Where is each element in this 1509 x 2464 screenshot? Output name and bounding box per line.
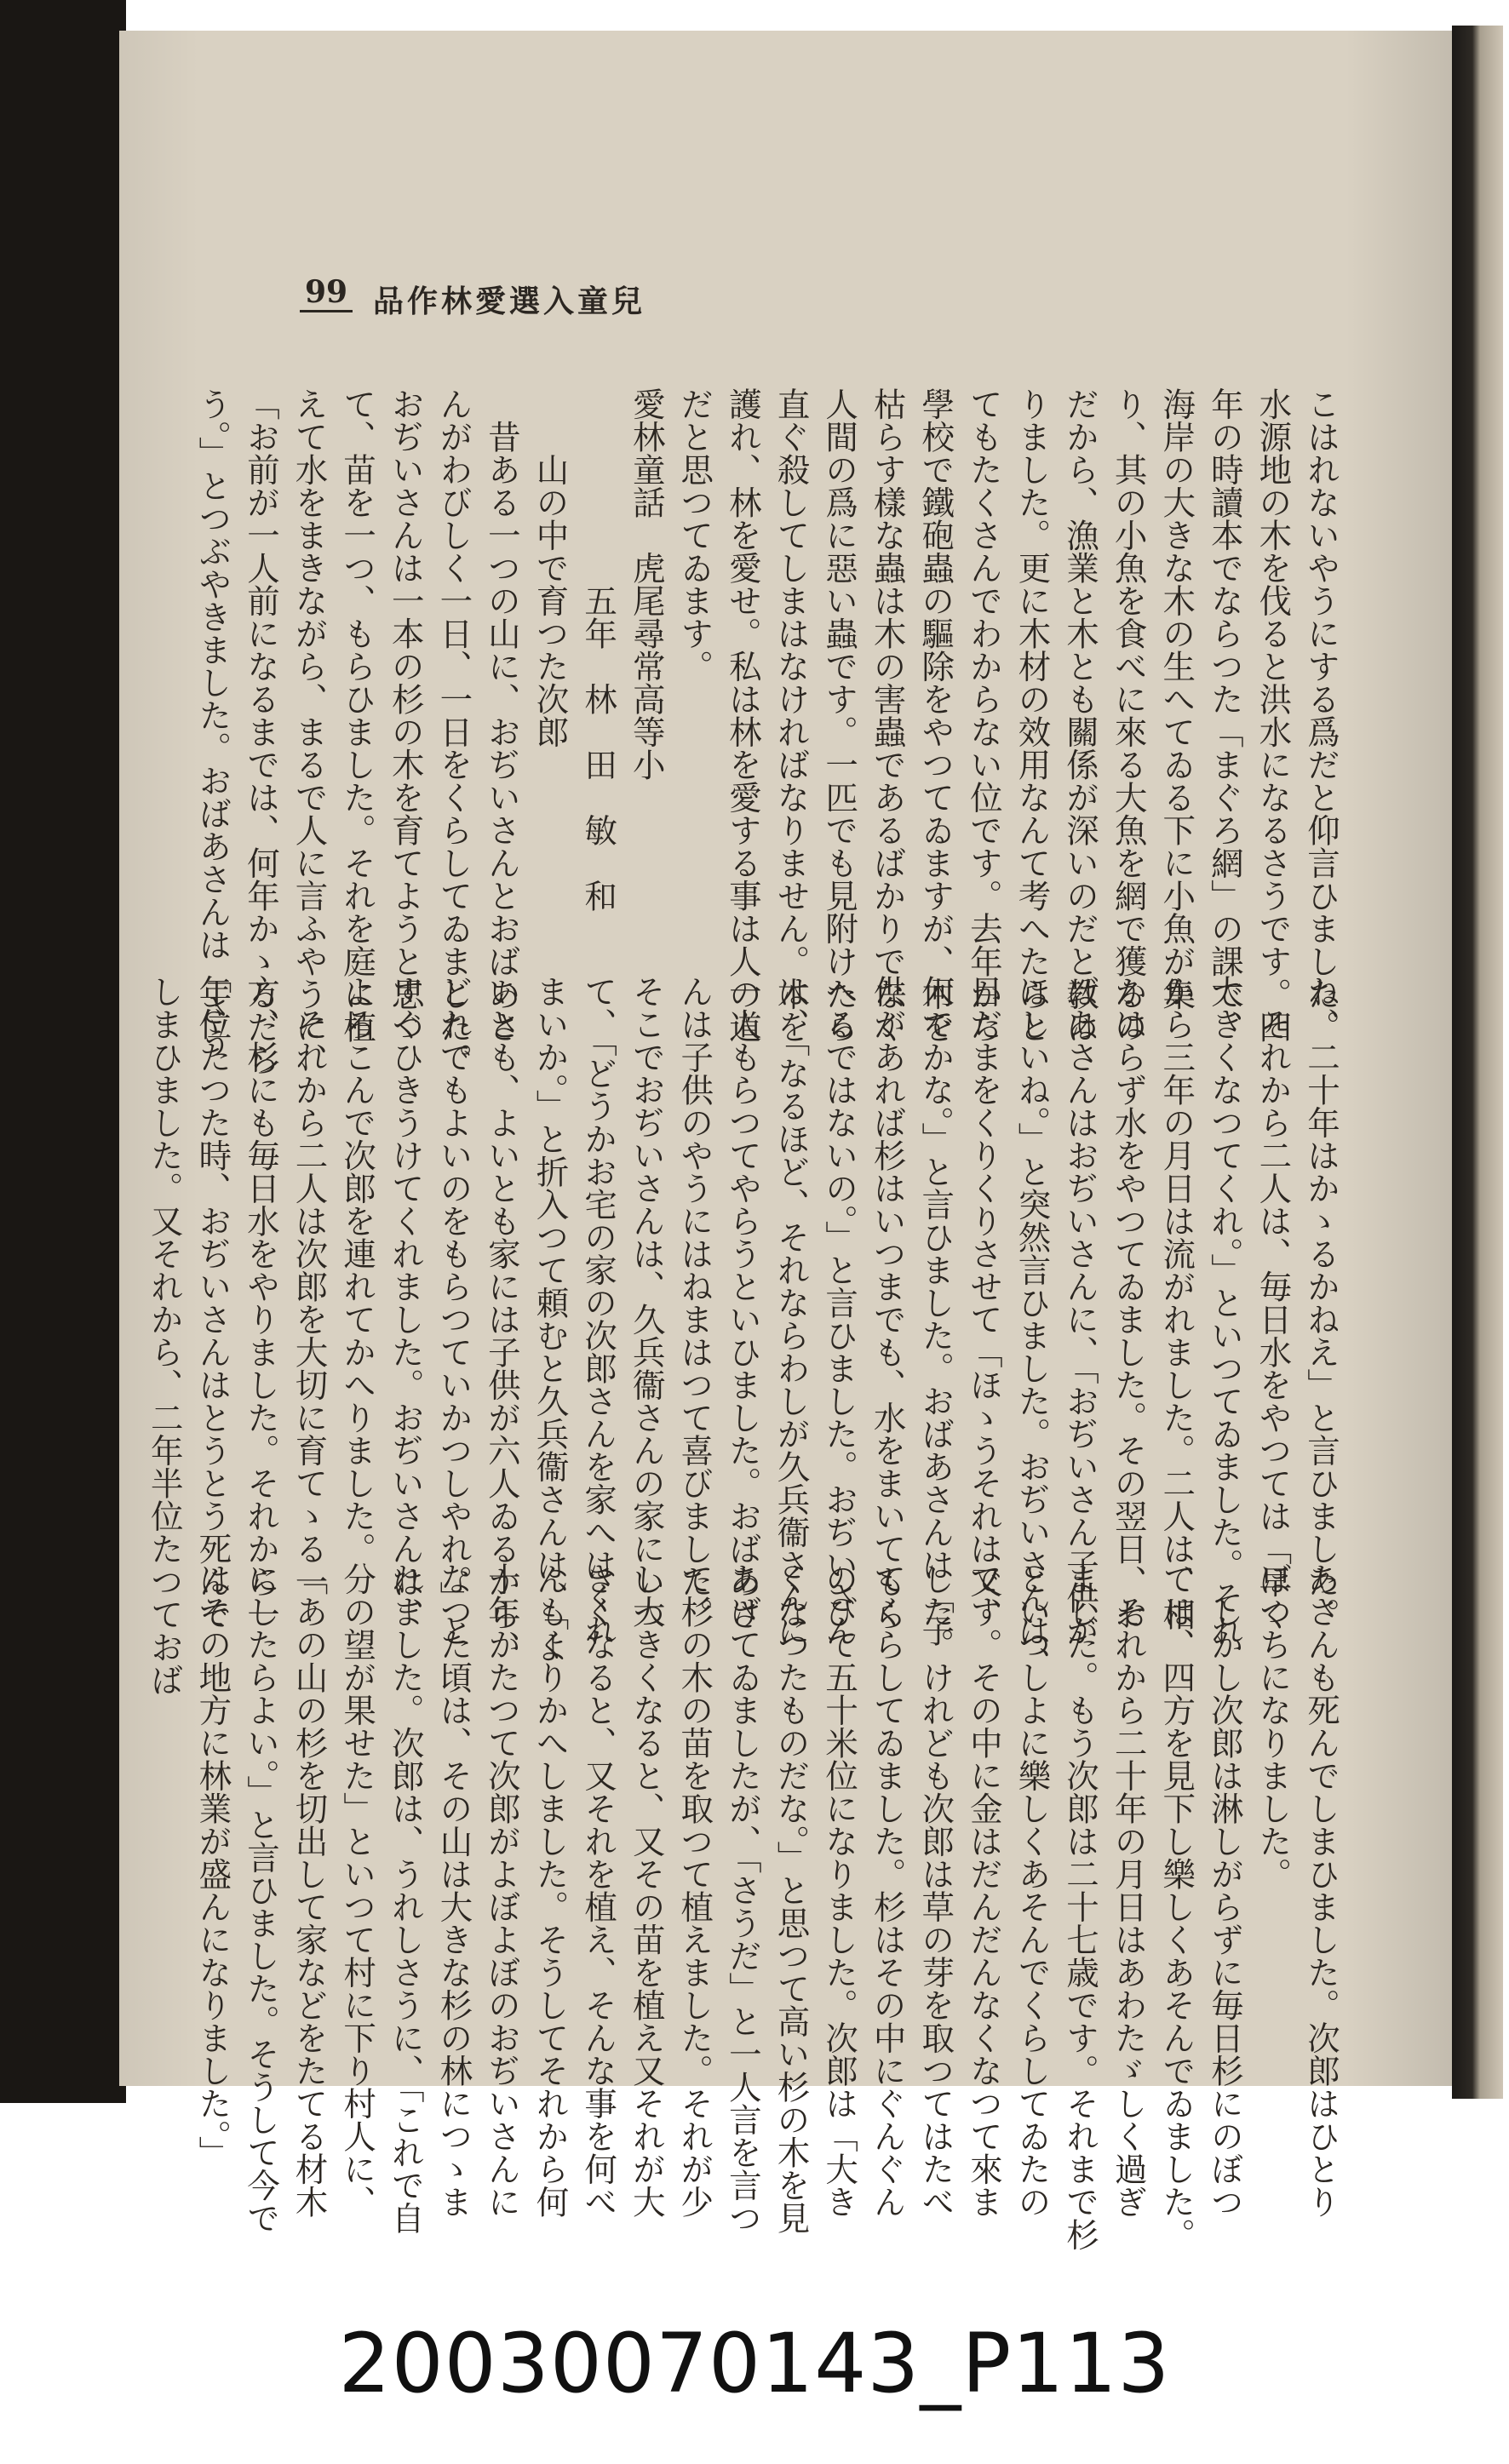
text-column: 護れ、林を愛せ。私は林を愛する事は人の道 <box>723 387 762 1043</box>
text-column: あさんも死んでしまひました。次郎はひとり <box>1302 1562 1340 2218</box>
text-column: ね、二十年はかゝるかねえ」と言ひました。 <box>1302 975 1340 1630</box>
text-column: いとも、よいとも家には子供が六人ゐるから、 <box>482 975 521 1664</box>
text-column: ばあさんはおぢいさんに、「おぢいさん子供が <box>1061 975 1100 1647</box>
text-column: はその地方に林業が盛んになりました。」 <box>193 1562 232 2169</box>
text-column: 大きくなつてくれ。」といつてゐました。それ <box>1205 975 1244 1647</box>
text-column: 分の望が果せた」といつて村に下り村人に、 <box>338 1562 377 2218</box>
text-column: だから、漁業と木とも關係が深いのだと教は <box>1061 387 1100 1043</box>
text-block-middle <box>140 975 1345 1696</box>
text-column: 枯らす樣な蟲は木の害蟲であるばかりでなく <box>868 387 907 1043</box>
text-column: といつしよに樂しくあそんでくらしてゐたの <box>1013 1562 1052 2218</box>
running-header-title: 兒童入選愛林作品 <box>373 284 646 319</box>
text-column: 一人もらつてやらうといひました。おばあさ <box>723 975 762 1630</box>
text-column: ました。もう次郎は二十七歳です。それまで杉 <box>1061 1562 1100 2251</box>
text-column: れました。次郎は、うれしさうに、「これで自 <box>386 1562 425 2235</box>
text-column: しまひました。又それから、二年半位たつておば <box>145 975 184 1696</box>
image-id-label: 20030070143_P113 <box>338 2316 1171 2411</box>
text-column: んがわびしく一日、一日をくらしてゐました。 <box>434 387 473 1076</box>
text-block-top <box>188 387 1345 1076</box>
page-number: 99 <box>300 274 353 312</box>
text-column: 「お前が一人前になるまでは、何年かゝるだら <box>241 387 280 1076</box>
text-column: て、「どうかお宅の家の次郎さんを家へはくれ <box>579 975 618 1647</box>
text-column: した。けれども次郎は草の芽を取つてはたべ <box>916 1562 955 2218</box>
text-column: りました。更に木材の效用なんて考へたらと <box>1013 387 1052 1043</box>
adjacent-page-edge <box>1452 26 1503 2099</box>
text-column: てくらしてゐました。杉はその中にぐんぐん <box>868 1562 907 2218</box>
text-column: 十年かたつて次郎がよぼよぼのおぢいさんに <box>482 1562 521 2218</box>
text-column: かはらず水をやつてゐました。その翌日、お <box>1109 975 1148 1630</box>
text-column: きくなると、又それを植え、そんな事を何べ <box>579 1562 618 2218</box>
text-column: 愛林童話 虎尾尋常高等小 <box>627 387 666 781</box>
text-column: ては、四方を見下し樂しくあそんでゐました。 <box>1157 1562 1196 2251</box>
text-column: それから二人は次郎を大切に育てゝる一 <box>290 975 329 1598</box>
text-column: 海岸の大きな木の生へてゐる下に小魚が集 <box>1157 387 1196 1011</box>
text-column: すぐひきうけてくれました。おぢいさんは、 <box>386 975 425 1630</box>
text-column: それから二人は、毎日水をやつては「早く <box>1254 975 1293 1630</box>
text-column: んもくりかへしました。そうしてそれから何 <box>531 1562 570 2218</box>
text-column: てもたくさんでわからない位です。去年から <box>964 387 1003 1043</box>
text-column: 五年 林 田 敏 和 <box>579 387 618 912</box>
text-column: て、苗を一つ、もらひました。それを庭に植 <box>338 387 377 1043</box>
text-column: 水源地の木を伐ると洪水になるさうです。四 <box>1254 387 1293 1043</box>
text-column: 直ぐ殺してしまはなければなりません。木を <box>772 387 811 1043</box>
text-column: 學校で鐵砲蟲の驅除をやつてゐますが、木を <box>916 387 955 1043</box>
text-column: えて水をまきながら、まるで人に言ふやうに、 <box>290 387 329 1076</box>
text-column: 人間の爲に惡い蟲です。一匹でも見附けたら <box>820 387 859 1043</box>
text-column: て杉の木の苗を取つて植えました。それが少 <box>675 1562 714 2218</box>
text-column: 山の中で育つた次郎 <box>531 387 570 748</box>
text-column: まいか。」と折入つて頼むと久兵衞さんは、「よ <box>531 975 570 1664</box>
text-column: あげてゐましたが、「さうだ」と一人言を言つ <box>723 1562 762 2235</box>
text-column: なつた頃は、その山は大きな杉の林につゝま <box>434 1562 473 2218</box>
text-column: り、其の小魚を食べに來る大魚を網で獲るの <box>1109 387 1148 1043</box>
text-column: どれでもよいのをもらつていかつしやれ。」と <box>434 975 473 1647</box>
text-column: へるではないの。」と言ひました。おぢいさん <box>820 975 859 1647</box>
text-column: にしたらよい。」と言ひました。そうして今で <box>241 1562 280 2235</box>
text-column: くなつたものだな。」と思つて高い杉の木を見 <box>772 1562 811 2235</box>
text-column: だと思つてゐます。 <box>675 387 714 683</box>
text-column: です。その中に金はだんだんなくなつて來ま <box>964 1562 1003 2218</box>
text-column: ぼつちになりました。 <box>1254 1562 1293 1890</box>
scan-background-edge <box>0 0 126 2103</box>
text-column: それから二十年の月日はあわたゞしく過ぎ <box>1109 1562 1148 2218</box>
text-column: 年の時讀本でならつた「まぐろ網」の課で、 <box>1205 387 1244 1043</box>
text-column: そこでおぢいさんは、久兵衞さんの家にいつ <box>627 975 666 1630</box>
text-column: 年位たつた時、おぢいさんはとうとう死んで <box>193 975 232 1630</box>
text-column: のびて五十米位になりました。次郎は「大き <box>820 1562 859 2218</box>
text-column: おぢいさんは一本の杉の木を育てようと思つ <box>386 387 425 1043</box>
text-column: 方、杉にも毎日水をやりました。それから一 <box>241 975 280 1630</box>
text-column: から三年の月日は流がれました。二人は、相 <box>1157 975 1196 1630</box>
text-column: う。」とつぶやきました。おばあさんは「さう <box>193 387 232 1060</box>
text-column: 昔ある一つの山に、おぢいさんとおばあさ <box>482 387 521 1043</box>
text-column: 何でかな。」と言ひました。おばあさんは「子 <box>916 975 955 1647</box>
text-column: んは子供のやうにはねまはつて喜びました。 <box>675 975 714 1630</box>
text-column: こはれないやうにする爲だと仰言ひました。 <box>1302 387 1340 1043</box>
text-column: ほしいね。」と突然言ひました。おぢいさんは、 <box>1013 975 1052 1680</box>
text-column: 供があれば杉はいつまでも、水をまいてもら <box>868 975 907 1630</box>
text-column: よろこんで次郎を連れてかへりました。 <box>338 975 377 1565</box>
text-column: 目だまをくりくりさせて「ほゝうそれは又、 <box>964 975 1003 1630</box>
text-column: 「あの山の杉を切出して家などをたてる材木 <box>290 1562 329 2218</box>
text-column: し大きくなると、又その苗を植え又それが大 <box>627 1562 666 2218</box>
text-block-bottom <box>188 1562 1345 2251</box>
text-column: は、「なるほど、それならわしが久兵衞さんに <box>772 975 811 1647</box>
text-column: しかし次郎は淋しがらずに毎日杉にのぼつ <box>1205 1562 1244 2218</box>
